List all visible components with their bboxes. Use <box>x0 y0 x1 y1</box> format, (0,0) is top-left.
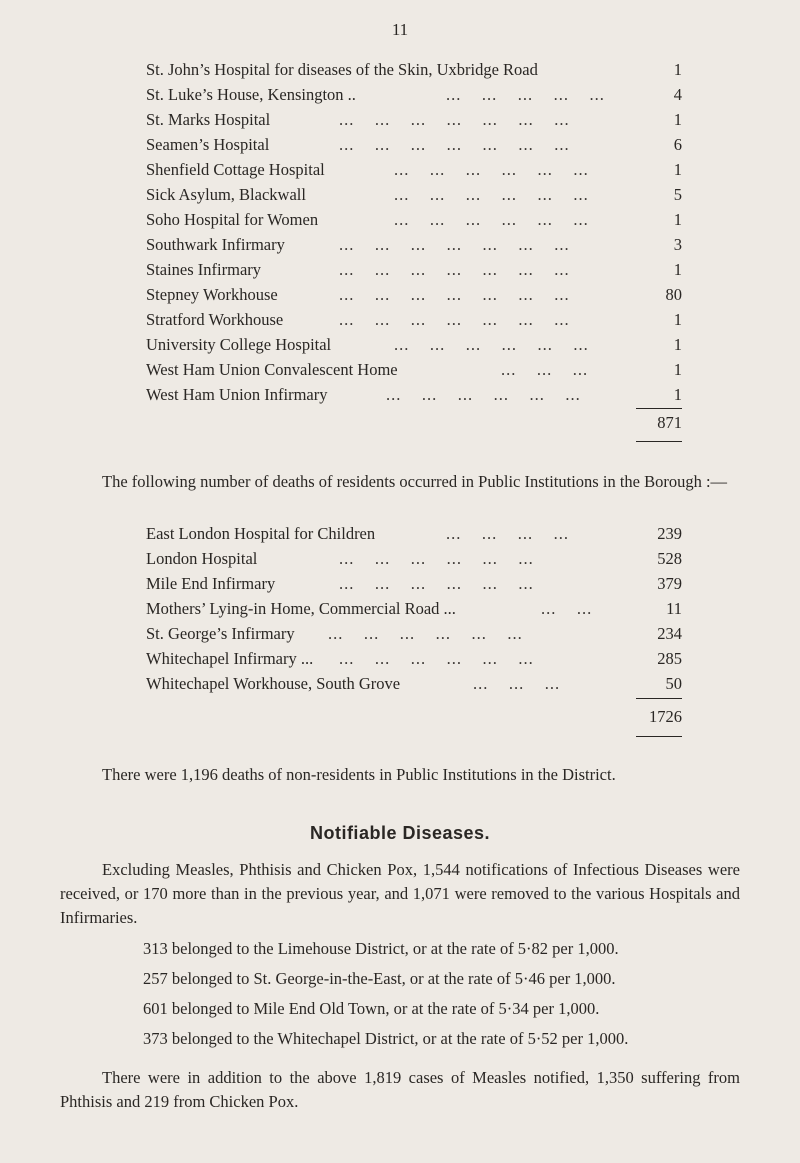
district-line: 257 belonged to St. George-in-the-East, or at the rate of 5·46 per 1,000. <box>143 969 616 988</box>
dot-leader: ... ... ... ... ... ... ... <box>339 110 570 129</box>
dot-leader: ... ... ... ... ... ... <box>386 385 581 404</box>
list-item <box>146 233 682 257</box>
dot-leader: ... ... ... <box>473 674 561 693</box>
list-item-name: Stratford Workhouse <box>146 310 284 329</box>
dot-leader: ... ... <box>541 599 593 618</box>
list-item <box>146 358 682 382</box>
list-item-count: 11 <box>666 599 682 618</box>
list-item <box>146 383 682 407</box>
list-item-count: 6 <box>673 135 682 154</box>
list-item-name: Mile End Infirmary <box>146 574 276 593</box>
section-heading: Notifiable Diseases. <box>309 823 491 843</box>
list-item-name: West Ham Union Infirmary <box>146 385 328 404</box>
list-item-name: Southwark Infirmary <box>146 235 285 254</box>
total-rule-top <box>636 408 682 409</box>
list-item-count: 4 <box>673 85 682 104</box>
page-number: 11 <box>391 20 409 39</box>
list-item-name: Whitechapel Workhouse, South Grove <box>146 674 401 693</box>
list-item-count: 3 <box>673 235 682 254</box>
list-item <box>146 308 682 332</box>
total-rule-bottom <box>636 736 682 737</box>
intro-paragraph: The following number of deaths of residents occurred in Public Institutions in the Borough :— <box>102 472 728 491</box>
list-item-count: 1 <box>673 60 682 79</box>
district-line: 313 belonged to the Limehouse District, or at the rate of 5·82 per 1,000. <box>143 939 619 958</box>
list-item-count: 239 <box>657 524 682 543</box>
list-item-name: West Ham Union Convalescent Home <box>146 360 398 379</box>
list-item-count: 1 <box>673 335 682 354</box>
list-item <box>146 208 682 232</box>
list-item <box>146 333 682 357</box>
dot-leader: ... ... ... ... ... ... <box>339 649 534 668</box>
list-item <box>146 522 682 546</box>
list-item-name: St. Marks Hospital <box>146 110 271 129</box>
dot-leader: ... ... ... ... ... ... ... <box>339 135 570 154</box>
list-item-count: 50 <box>665 674 682 693</box>
list-item-count: 5 <box>673 185 682 204</box>
dot-leader: ... ... ... ... ... ... <box>394 160 589 179</box>
list-item-count: 1 <box>673 160 682 179</box>
list-item-name: Sick Asylum, Blackwall <box>146 185 306 204</box>
list-item-name: St. John’s Hospital for diseases of the Skin, Uxbridge Road <box>146 60 538 79</box>
total-value: 871 <box>657 413 682 432</box>
dot-leader: ... ... ... <box>501 360 589 379</box>
list-item-count: 528 <box>657 549 682 568</box>
dot-leader: ... ... ... ... ... ... <box>339 549 534 568</box>
dot-leader: ... ... ... ... ... ... <box>328 624 523 643</box>
list-item-count: 1 <box>673 210 682 229</box>
dot-leader: ... ... ... ... ... ... ... <box>339 235 570 254</box>
list-item <box>146 597 682 621</box>
list-item-name: Stepney Workhouse <box>146 285 278 304</box>
list-item-count: 234 <box>657 624 682 643</box>
list-item-count: 285 <box>657 649 682 668</box>
total-rule-bottom <box>636 441 682 442</box>
list-item-name: East London Hospital for Children <box>146 524 376 543</box>
list-item-count: 1 <box>673 360 682 379</box>
dot-leader: ... ... ... ... ... ... ... <box>339 285 570 304</box>
list-item-name: Mothers’ Lying-in Home, Commercial Road ... <box>146 599 456 618</box>
list-item <box>146 133 682 157</box>
list-item-count: 1 <box>673 260 682 279</box>
list-item-name: London Hospital <box>146 549 258 568</box>
list-item <box>146 58 682 82</box>
district-line: 373 belonged to the Whitechapel District, or at the rate of 5·52 per 1,000. <box>143 1029 629 1048</box>
notifications-paragraph: Excluding Measles, Phthisis and Chicken Pox, 1,544 notifications of Infectious Diseases were received, or 170 more than in the previous year, and 1,071 were removed to the various Hospitals and Infirmaries. <box>60 860 740 927</box>
list-item-count: 1 <box>673 110 682 129</box>
dot-leader: ... ... ... ... ... ... <box>394 335 589 354</box>
dot-leader: ... ... ... ... ... ... ... <box>339 310 570 329</box>
list-item <box>146 572 682 596</box>
list-item <box>146 672 682 696</box>
list-item-name: Soho Hospital for Women <box>146 210 319 229</box>
dot-leader: ... ... ... ... <box>446 524 569 543</box>
list-item <box>146 622 682 646</box>
district-line: 601 belonged to Mile End Old Town, or at the rate of 5·34 per 1,000. <box>143 999 600 1018</box>
list-item-count: 1 <box>673 385 682 404</box>
list-item <box>146 183 682 207</box>
list-item-name: Shenfield Cottage Hospital <box>146 160 325 179</box>
list-item <box>146 108 682 132</box>
list-item <box>146 547 682 571</box>
list-item-count: 379 <box>657 574 682 593</box>
total-rule-top <box>636 698 682 699</box>
dot-leader: ... ... ... ... ... ... <box>394 210 589 229</box>
list-item <box>146 283 682 307</box>
dot-leader: ... ... ... ... ... ... ... <box>339 260 570 279</box>
list-item <box>146 83 682 107</box>
list-item <box>146 158 682 182</box>
list-item-count: 1 <box>673 310 682 329</box>
list-item <box>146 647 682 671</box>
non-residents-paragraph: There were 1,196 deaths of non-residents in Public Institutions in the District. <box>102 765 616 784</box>
dot-leader: ... ... ... ... ... ... <box>339 574 534 593</box>
list-item-name: Staines Infirmary <box>146 260 262 279</box>
list-item-name: Seamen’s Hospital <box>146 135 270 154</box>
total-value: 1726 <box>649 707 682 726</box>
list-item-name: Whitechapel Infirmary ... <box>146 649 314 668</box>
list-item <box>146 258 682 282</box>
list-item-name: St. George’s Infirmary <box>146 624 295 643</box>
list-item-name: St. Luke’s House, Kensington .. <box>146 85 356 104</box>
list-item-name: University College Hospital <box>146 335 332 354</box>
dot-leader: ... ... ... ... ... ... <box>394 185 589 204</box>
closing-paragraph: There were in addition to the above 1,819 cases of Measles notified, 1,350 suffering from Phthisis and 219 from Chicken Pox. <box>60 1068 740 1111</box>
dot-leader: ... ... ... ... ... <box>446 85 605 104</box>
list-item-count: 80 <box>665 285 682 304</box>
